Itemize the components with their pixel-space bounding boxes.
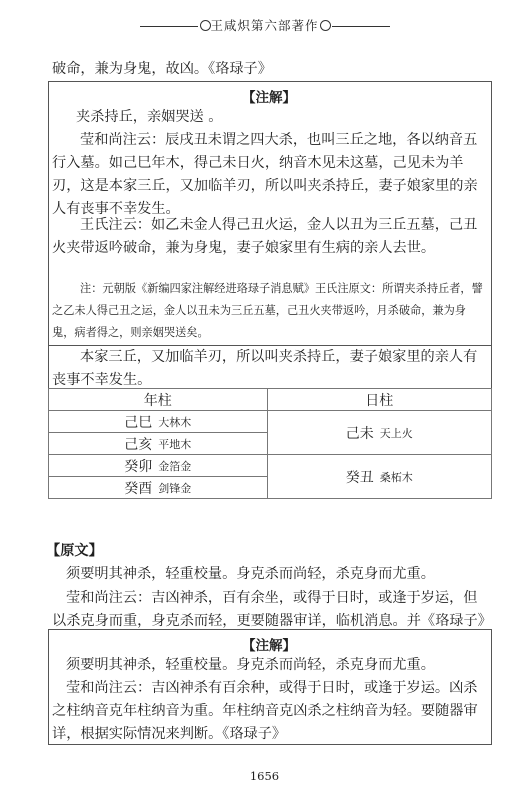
annotation1-p3: 王氏注云：如乙未金人得己丑火运，金人以丑为三丘五墓，己丑火夹带返吟破命，兼为身鬼，妻子娘家里有生病的亲人去世。	[52, 217, 478, 256]
original-p2: 莹和尚注云：吉凶神杀，百有余坐，或得于日时，或逢于岁运，但以杀克身而重，身克杀而轻，更要随器审详，临机消息。并《珞琭子》	[52, 590, 492, 629]
day-stem: 己未	[345, 425, 374, 442]
annotation2-p2: 莹和尚注云：吉凶神杀有百余种，或得于日时，或逢于岁运。凶杀之柱纳音克年柱纳音为重。年柱纳音克凶杀之柱纳音为轻。要随器审详，根据实际情况来判断。《珞琭子》	[52, 680, 478, 742]
annotation-heading-2: 【注解】	[242, 638, 296, 654]
year-stem: 己巳	[124, 414, 153, 431]
day-nayin: 桑柘木	[379, 470, 413, 484]
original-heading: 【原文】	[46, 543, 103, 559]
header-ornament-right-icon	[320, 20, 331, 31]
day-pillar-cell	[267, 411, 492, 455]
year-pillar-cell	[49, 411, 268, 433]
year-stem: 癸酉	[124, 480, 153, 497]
year-pillar-cell	[49, 433, 268, 455]
running-header	[0, 12, 529, 42]
year-nayin: 剑锋金	[158, 481, 192, 495]
top-line: 破命，兼为身鬼，故凶。《珞琭子》	[52, 61, 272, 77]
day-pillar-cell	[267, 455, 492, 499]
year-stem: 己亥	[124, 436, 153, 453]
pillars-table	[48, 388, 492, 499]
header-title: 王咸炽第六部著作	[210, 18, 319, 33]
day-nayin: 天上火	[379, 426, 413, 440]
day-stem: 癸丑	[345, 469, 374, 486]
annotation-heading-1: 【注解】	[242, 90, 296, 106]
annotation1-summary: 本家三丘，又加临羊刃，所以叫夹杀持丘，妻子娘家里的亲人有丧事不幸发生。	[52, 349, 478, 388]
page-number: 1656	[249, 769, 280, 783]
annotation1-footnote: 注：元朝版《新编四家注解经进珞琭子消息赋》王氏注原文：所谓夹杀持丘者，譬之乙未人得己丑之运，金人以丑未为三丘五墓，己丑火夹带返吟，月杀破命，兼为身鬼，病者得之，则亲姻哭送矣。	[52, 282, 483, 339]
header-rule-right	[332, 26, 390, 27]
annotation1-p1: 夹杀持丘，亲姻哭送 。	[76, 109, 223, 125]
year-pillar-cell	[49, 455, 268, 477]
year-pillar-header: 年柱	[49, 389, 268, 411]
year-nayin: 金箔金	[158, 459, 192, 473]
year-nayin: 平地木	[158, 437, 192, 451]
original-p1: 须要明其神杀，轻重校量。身克杀而尚轻，杀克身而尤重。	[66, 566, 435, 582]
annotation2-p1: 须要明其神杀，轻重校量。身克杀而尚轻，杀克身而尤重。	[66, 657, 435, 673]
annotation1-p2: 莹和尚注云：辰戌丑未谓之四大杀，也叫三丘之地，各以纳音五行入墓。如己巳年木，得己未日火，纳音木见未这墓，己见未为羊刃，这是本家三丘，又加临羊刃，所以叫夹杀持丘，妻子娘家里的亲人有丧事不幸发生。	[52, 132, 478, 217]
year-nayin: 大林木	[158, 415, 192, 429]
day-pillar-header: 日柱	[267, 389, 492, 411]
year-pillar-cell	[49, 477, 268, 499]
year-stem: 癸卯	[124, 458, 153, 475]
